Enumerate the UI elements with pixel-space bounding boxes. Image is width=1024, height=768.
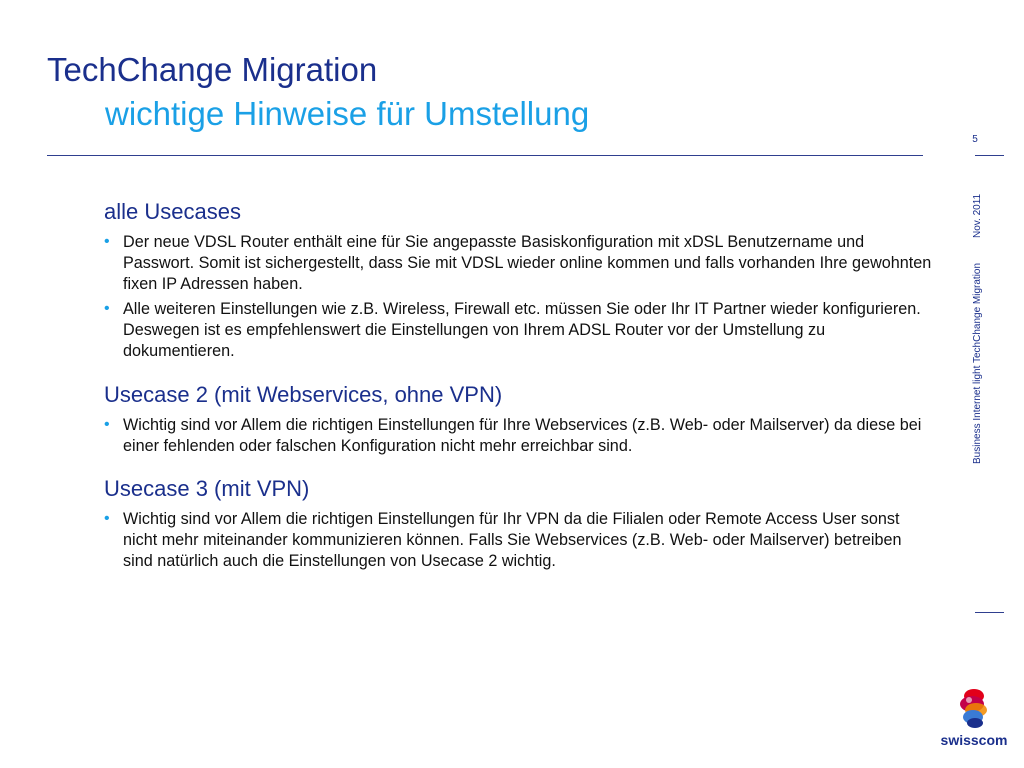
slide-subtitle: wichtige Hinweise für Umstellung bbox=[105, 95, 590, 132]
bullet-text: Alle weiteren Einstellungen wie z.B. Wireless, Firewall etc. müssen Sie oder Ihr IT Partner wieder konfigurieren. Deswegen ist es empfehlenswert die Einstellungen von Ihrem ADSL Router vor der Umstellung zu dokumentieren. bbox=[123, 300, 921, 360]
list-item bbox=[104, 415, 934, 457]
page-number: 5 bbox=[972, 134, 978, 145]
right-divider-top bbox=[975, 155, 1004, 156]
bullet-marker: • bbox=[104, 510, 110, 528]
bullet-text: Der neue VDSL Router enthält eine für Sie angepasste Basiskonfiguration mit xDSL Benutzername und Passwort. Somit ist sichergestellt, dass Sie mit VDSL wieder online kommen und falls vorhanden Ihre gewohnten fixen IP Adressen haben. bbox=[123, 233, 932, 293]
bullet-marker: • bbox=[104, 233, 110, 250]
section-usecase-2 bbox=[104, 381, 934, 457]
section-usecase-3 bbox=[104, 475, 934, 571]
bullet-text: Wichtig sind vor Allem die richtigen Einstellungen für Ihre Webservices (z.B. Web- oder Mailserver) da diese bei einer fehlenden oder falschen Konfiguration nicht mehr erreichbar sind. bbox=[123, 415, 922, 455]
logo-wordmark: swisscom bbox=[940, 732, 1008, 748]
section-heading: alle Usecases bbox=[104, 199, 241, 224]
title-divider bbox=[47, 155, 923, 156]
list-item bbox=[104, 232, 934, 294]
right-divider-bottom bbox=[975, 612, 1004, 613]
swisscom-logo-icon bbox=[957, 686, 991, 730]
vertical-date: Nov. 2011 bbox=[972, 193, 983, 238]
section-heading: Usecase 2 (mit Webservices, ohne VPN) bbox=[104, 381, 503, 407]
bullet-list bbox=[104, 232, 934, 362]
bullet-text: Wichtig sind vor Allem die richtigen Einstellungen für Ihr VPN da die Filialen oder Remote Access User sonst nicht mehr miteinander kommunizieren können. Falls Sie Webservices (z.B. Web- oder Mailserver) betreiben sind natürlich auch die Einstellungen von Usecase 2 wichtig. bbox=[123, 510, 902, 570]
bullet-list bbox=[104, 509, 934, 571]
list-item bbox=[104, 299, 934, 361]
section-heading: Usecase 3 (mit VPN) bbox=[104, 476, 310, 502]
section-all-usecases bbox=[104, 198, 934, 362]
bullet-marker: • bbox=[104, 415, 110, 433]
swisscom-logo bbox=[935, 686, 1013, 756]
list-item bbox=[104, 509, 934, 571]
vertical-document-name: Business Internet light TechChange Migration bbox=[972, 262, 983, 464]
bullet-list bbox=[104, 415, 934, 457]
slide-content bbox=[104, 198, 934, 591]
slide-title: TechChange Migration bbox=[47, 51, 378, 88]
bullet-marker: • bbox=[104, 300, 110, 318]
